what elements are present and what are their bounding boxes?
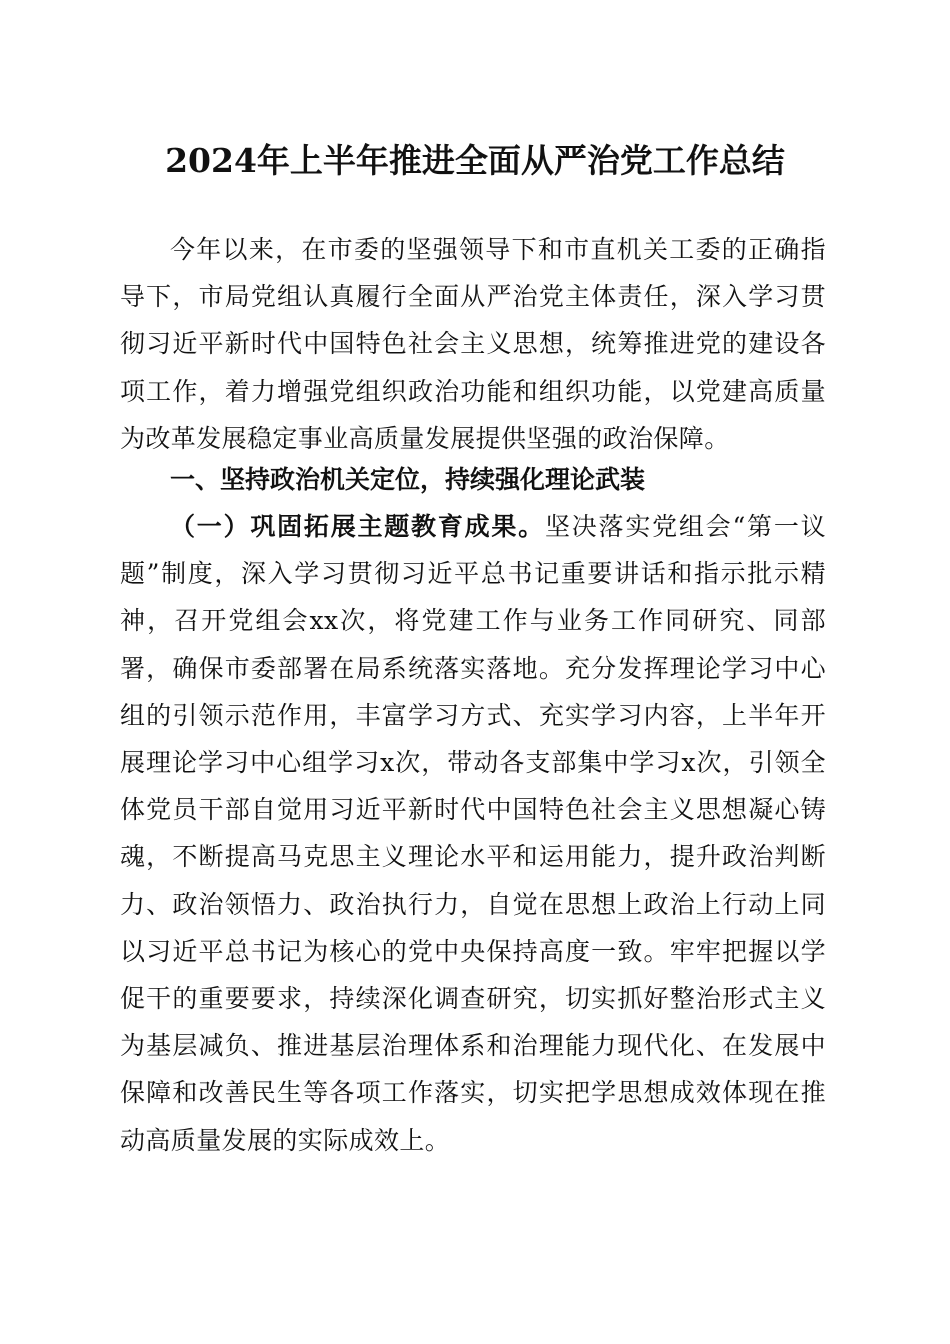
subsection-1-text: 坚决落实党组会“第一议题”制度，深入学习贯彻习近平总书记重要讲话和指示批示精神，召开党组会xx次，将党建工作与业务工作同研究、同部署，确保市委部署在局系统落实落地。充分发挥理论学习中心组的引领示范作用，丰富学习方式、充实学习内容，上半年开展理论学习中心组学习x次，带动各支部集中学习x次，引领全体党员干部自觉用习近平新时代中国特色社会主义思想凝心铸魂，不断提高马克思主义理论水平和运用能力，提升政治判断力、政治领悟力、政治执行力，自觉在思想上政治上行动上同以习近平总书记为核心的党中央保持高度一致。牢牢把握以学促干的重要要求，持续深化调查研究，切实抓好整治形式主义为基层减负、推进基层治理体系和治理能力现代化、在发展中保障和改善民生等各项工作落实，切实把学思想成效体现在推动高质量发展的实际成效上。 (120, 512, 827, 1155)
section-1-paragraph (120, 503, 826, 1164)
section-1-heading: 一、坚持政治机关定位，持续强化理论武装 (170, 465, 646, 494)
intro-paragraph: 今年以来，在市委的坚强领导下和市直机关工委的正确指导下，市局党组认真履行全面从严治党主体责任，深入学习贯彻习近平新时代中国特色社会主义思想，统筹推进党的建设各项工作，着力增强党组织政治功能和组织功能，以党建高质量为改革发展稳定事业高质量发展提供坚强的政治保障。 (120, 235, 826, 453)
subsection-1-heading: （一）巩固拓展主题教育成果。 (170, 512, 545, 541)
document-title: 2024年上半年推进全面从严治党工作总结 (165, 141, 785, 180)
